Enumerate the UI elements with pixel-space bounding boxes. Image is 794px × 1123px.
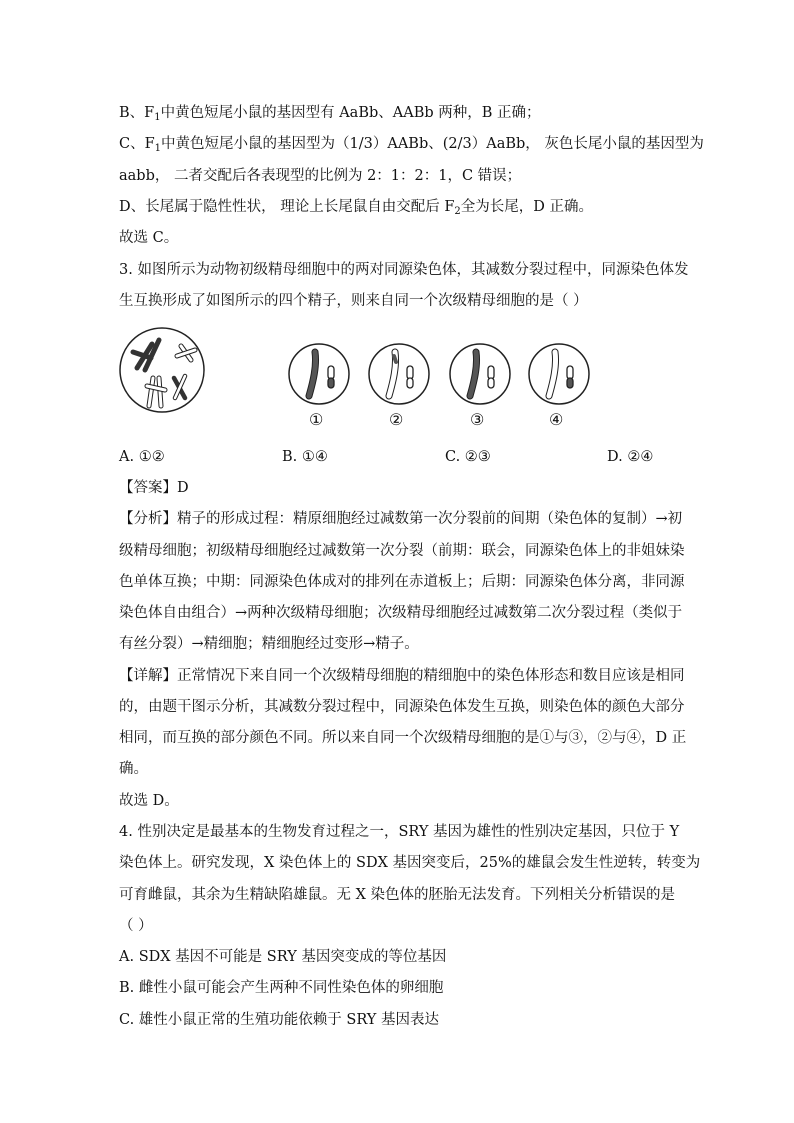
q4-option-b: B. 雌性小鼠可能会产生两种不同性染色体的卵细胞: [119, 980, 444, 996]
solution-option-d: D、长尾属于隐性性状， 理论上长尾鼠自由交配后 $F_2$全为长尾，D 正确。: [119, 199, 594, 217]
q3-option-d: D. ②④: [607, 449, 654, 465]
q3-conclusion: 故选 D。: [119, 793, 179, 809]
q3-answer: 【答案】D: [119, 480, 189, 496]
cell-label-3: ③: [470, 410, 485, 429]
q4-option-a: A. SDX 基因不可能是 SRY 基因突变成的等位基因: [119, 949, 447, 965]
solution-option-c-line2: aabb， 二者交配后各表现型的比例为 2：1：2：1，C 错误；: [119, 168, 522, 184]
cell-label-2: ②: [389, 410, 404, 429]
sperm-cell-3: [450, 344, 510, 404]
q3-option-c: C. ②③: [445, 449, 491, 465]
q3-analysis-line4: 染色体自由组合）→两种次级精母细胞；次级精母细胞经过减数第二次分裂过程（类似于: [119, 605, 683, 621]
q3-option-a: A. ①②: [119, 449, 165, 465]
solution-option-b: B、$F_1$中黄色短尾小鼠的基因型有 AaBb、AABb 两种，B 正确；: [119, 105, 541, 123]
sperm-cell-1: [289, 344, 349, 404]
q4-stem-line3: 可育雌鼠，其余为生精缺陷雄鼠。无 X 染色体的胚胎无法发育。下列相关分析错误的是: [119, 887, 676, 903]
q3-detail-line1: 【详解】正常情况下来自同一个次级精母细胞的精细胞中的染色体形态和数目应该是相同: [119, 668, 685, 684]
solution-conclusion: 故选 C。: [119, 230, 179, 246]
q3-detail-line4: 确。: [119, 761, 148, 777]
solution-option-c-line1: C、$F_1$中黄色短尾小鼠的基因型为（1/3）AABb、(2/3）AaBb， 灰色长尾小鼠的基因型为: [119, 136, 704, 154]
q3-detail-line2: 的，由题干图示分析，其减数分裂过程中，同源染色体发生互换，则染色体的颜色大部分: [119, 699, 685, 715]
sperm-cell-4: [529, 344, 589, 404]
q4-option-c: C. 雄性小鼠正常的生殖功能依赖于 SRY 基因表达: [119, 1012, 439, 1028]
sperm-cell-2: [369, 344, 429, 404]
cell-label-1: ①: [309, 410, 324, 429]
primary-spermatocyte-cell: [120, 328, 204, 412]
q3-option-b: B. ①④: [282, 449, 328, 465]
q4-stem-line1: 4. 性别决定是最基本的生物发育过程之一，SRY 基因为雄性的性别决定基因，只位于 Y: [119, 824, 680, 840]
q3-analysis-line3: 色单体互换；中期：同源染色体成对的排列在赤道板上；后期：同源染色体分离，非同源: [119, 574, 685, 590]
cell-label-4: ④: [549, 410, 564, 429]
q3-detail-line3: 相同，而互换的部分颜色不同。所以来自同一个次级精母细胞的是①与③，②与④，D 正: [119, 730, 687, 746]
q4-stem-line4: （ ）: [119, 918, 153, 934]
q3-analysis-line1: 【分析】精子的形成过程：精原细胞经过减数第一次分裂前的间期（染色体的复制）→初: [119, 511, 683, 527]
q3-stem-line2: 生互换形成了如图所示的四个精子，则来自同一个次级精母细胞的是（ ）: [119, 293, 588, 309]
q3-analysis-line5: 有丝分裂）→精细胞；精细胞经过变形→精子。: [119, 636, 419, 652]
q3-analysis-line2: 级精母细胞；初级精母细胞经过减数第一次分裂（前期：联会，同源染色体上的非姐妹染: [119, 543, 685, 559]
q4-stem-line2: 染色体上。研究发现，X 染色体上的 SDX 基因突变后，25%的雄鼠会发生性逆转，转变为: [119, 855, 701, 871]
q3-stem-line1: 3. 如图所示为动物初级精母细胞中的两对同源染色体，其减数分裂过程中，同源染色体发: [119, 262, 689, 278]
